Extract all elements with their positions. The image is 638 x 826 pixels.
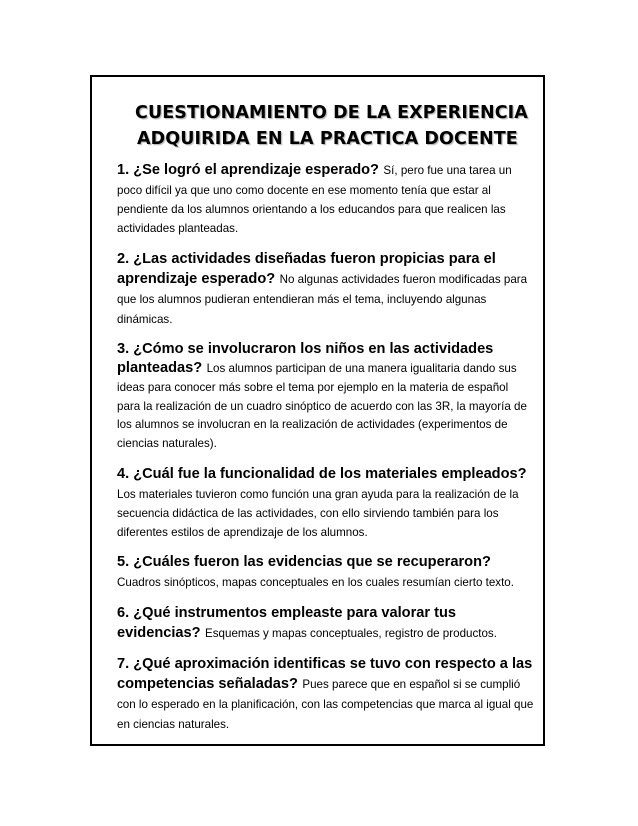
question-4: 4. ¿Cuál fue la funcionalidad de los materiales empleados? <box>117 465 527 482</box>
question-2: 2. ¿Las actividades diseñadas fueron propicias para el aprendizaje esperado? <box>117 250 496 287</box>
answer-2: No algunas actividades fueron modificadas para que los alumnos pudieran entendieran más el tema, incluyendo algunas dinámicas. <box>117 272 528 326</box>
answer-3: Los alumnos participan de una manera igualitaria dando sus ideas para conocer más sobre el tema por ejemplo en la materia de español para la realización de un cuadro sinóptico de acuerdo con las 3R, la mayoría de los alumnos se involucran en la realización de actividades (experimentos de ciencias naturales). <box>117 362 527 450</box>
title-line-1: CUESTIONAMIENTO DE LA EXPERIENCIA <box>135 103 528 123</box>
answer-6: Esquemas y mapas conceptuales, registro de productos. <box>205 626 497 640</box>
title-line-2: ADQUIRIDA EN LA PRACTICA DOCENTE <box>137 129 518 149</box>
answer-4: Los materiales tuvieron como función una gran ayuda para la realización de la secuencia didáctica de las actividades, con ello sirviendo también para los diferentes estilos de aprendizaje de los alumnos. <box>117 487 519 539</box>
question-item-3 <box>117 340 534 452</box>
question-1: 1. ¿Se logró el aprendizaje esperado? <box>117 162 379 178</box>
questionnaire <box>117 160 534 745</box>
question-6: 6. ¿Qué instrumentos empleaste para valorar tus evidencias? <box>117 604 457 641</box>
question-3: 3. ¿Cómo se involucraron los niños en las actividades planteadas? <box>117 341 494 376</box>
question-item-5 <box>117 552 534 591</box>
document-title <box>135 100 535 152</box>
answer-7: Pues parece que en español si se cumplió con lo esperado en la planificación, con las competencias que marca al igual que en ciencias naturales. <box>117 678 534 731</box>
question-item-7 <box>117 654 534 733</box>
question-item-4 <box>117 464 534 541</box>
answer-1: Sí, pero fue una tarea un poco difícil ya que uno como docente en ese momento tenía que estar al pendiente da los alumnos orientando a los educandos para que realicen las actividades planteadas. <box>117 164 512 235</box>
question-7: 7. ¿Qué aproximación identificas se tuvo con respecto a las competencias señaladas? <box>117 656 533 692</box>
question-item-6 <box>117 603 534 643</box>
question-5: 5. ¿Cuáles fueron las evidencias que se recuperaron? <box>117 554 491 570</box>
question-item-2 <box>117 249 534 329</box>
question-item-1 <box>117 160 534 237</box>
answer-5: Cuadros sinópticos, mapas conceptuales en los cuales resumían cierto texto. <box>117 576 514 589</box>
